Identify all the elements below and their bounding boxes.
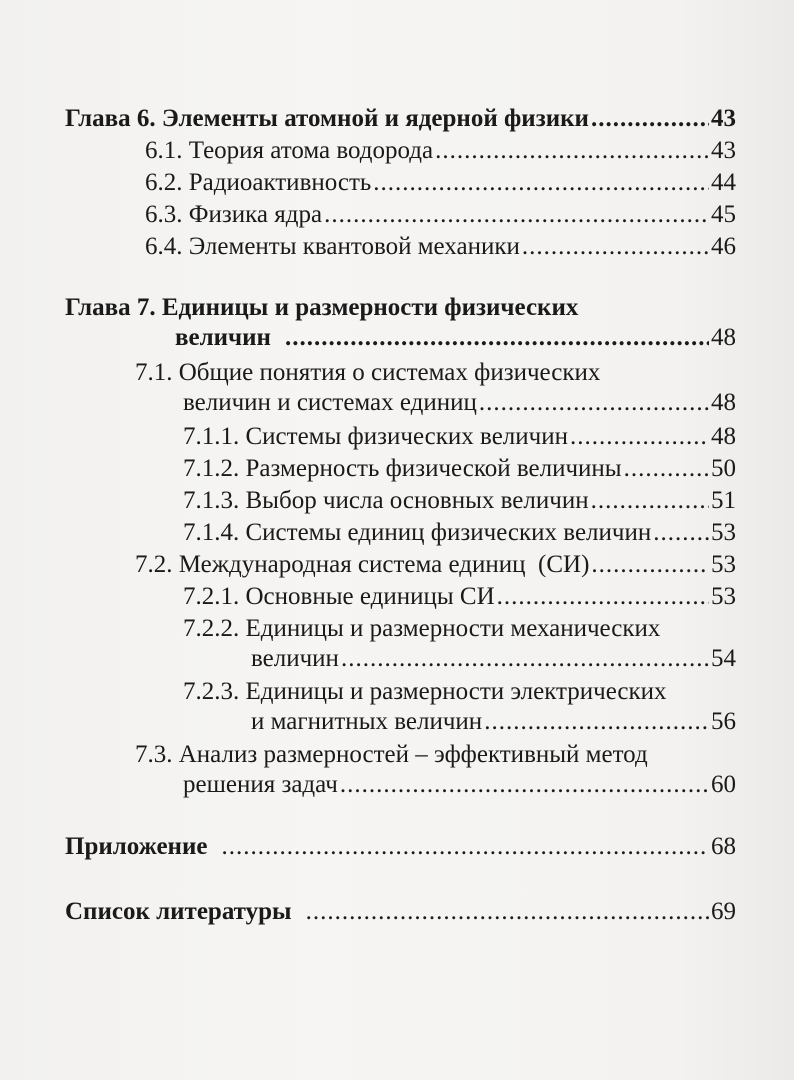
toc-page-number: 45 <box>711 201 736 228</box>
toc-title-line1: Глава 7. Единицы и размерности физических <box>65 294 579 321</box>
toc-leader <box>497 582 709 612</box>
toc-title: Глава 6. Элементы атомной и ядерной физики <box>65 105 589 132</box>
toc-entry-appendix <box>65 832 736 862</box>
toc-title: Приложение <box>65 833 208 860</box>
toc-title: 7.1.2. Размерность физической величины <box>183 455 622 482</box>
toc-title: Список литературы <box>65 898 292 925</box>
toc-page-number: 54 <box>711 645 736 672</box>
toc-page-number: 56 <box>711 708 736 735</box>
toc-title-line2: величин <box>251 645 339 672</box>
toc-page-number: 51 <box>711 487 736 514</box>
toc-title-line2: величин и системах единиц <box>183 389 477 416</box>
toc-title: 7.1.1. Системы физических величин <box>183 423 568 450</box>
toc-entry-7-3 <box>135 740 736 800</box>
toc-title-line1: 7.2.2. Единицы и размерности механических <box>183 615 661 642</box>
toc-entry-7-1-3 <box>183 486 736 516</box>
toc-entry-7-1-2 <box>183 454 736 484</box>
toc-leader <box>479 388 709 418</box>
toc-leader <box>285 323 709 353</box>
toc-entry-6-1 <box>145 136 736 166</box>
toc-leader <box>522 232 709 262</box>
toc-title: 6.2. Радиоактивность <box>145 169 372 196</box>
toc-entry-6-2 <box>145 168 736 198</box>
toc-leader <box>591 104 709 134</box>
toc-page-number: 48 <box>711 389 736 416</box>
toc-entry-7-2-3 <box>183 677 736 737</box>
toc-leader <box>340 770 709 800</box>
toc-leader <box>221 832 709 862</box>
toc-leader <box>570 422 709 452</box>
toc-title-line2: решения задач <box>183 771 338 798</box>
toc-page-number: 48 <box>711 423 736 450</box>
toc-title: 6.4. Элементы квантовой механики <box>145 233 520 260</box>
toc-title: 7.2. Международная система единиц (СИ) <box>135 551 590 578</box>
toc-leader <box>653 518 709 548</box>
toc-leader <box>306 897 709 927</box>
toc-title: 6.3. Физика ядра <box>145 201 323 228</box>
toc-entry-7-1 <box>135 358 736 418</box>
toc-title-line1: 7.2.3. Единицы и размерности электрических <box>183 678 667 705</box>
toc-leader <box>435 136 709 166</box>
toc-page-number: 44 <box>711 169 736 196</box>
toc-title-line1: 7.1. Общие понятия о системах физических <box>135 359 601 386</box>
toc-leader <box>373 168 709 198</box>
toc-leader <box>341 644 709 674</box>
toc-entry-7-2-2 <box>183 614 736 674</box>
toc-leader <box>624 454 709 484</box>
toc-page-number: 53 <box>711 519 736 546</box>
toc-page-number: 50 <box>711 455 736 482</box>
toc-page-number: 68 <box>711 833 736 860</box>
toc-page-number: 48 <box>711 324 736 351</box>
toc-entry-6-4 <box>145 232 736 262</box>
toc-title-line2: и магнитных величин <box>251 708 483 735</box>
toc-entry-ch6 <box>65 104 736 134</box>
toc-leader <box>324 200 709 230</box>
toc-leader <box>484 707 709 737</box>
toc-page-number: 46 <box>711 233 736 260</box>
toc-leader <box>591 486 709 516</box>
toc-title: 7.1.4. Системы единиц физических величин <box>183 519 652 546</box>
toc-entry-7-2-1 <box>183 582 736 612</box>
toc-entry-6-3 <box>145 200 736 230</box>
toc-page-number: 69 <box>711 898 736 925</box>
toc-page-number: 43 <box>711 137 736 164</box>
toc-page-number: 53 <box>711 583 736 610</box>
toc-page-number: 60 <box>711 771 736 798</box>
toc-title-line1: 7.3. Анализ размерностей – эффективный метод <box>135 741 648 768</box>
toc-entry-7-1-1 <box>183 422 736 452</box>
toc-leader <box>591 550 709 580</box>
toc-entry-7-1-4 <box>183 518 736 548</box>
toc-page-number: 43 <box>711 105 736 132</box>
toc-title: 7.2.1. Основные единицы СИ <box>183 583 495 610</box>
toc-entry-ch7 <box>65 293 736 353</box>
toc-title: 7.1.3. Выбор числа основных величин <box>183 487 589 514</box>
toc-page-number: 53 <box>711 551 736 578</box>
toc-entry-references <box>65 897 736 927</box>
toc-entry-7-2 <box>135 550 736 580</box>
toc-title-line2: величин <box>175 324 271 351</box>
toc-title: 6.1. Теория атома водорода <box>145 137 434 164</box>
